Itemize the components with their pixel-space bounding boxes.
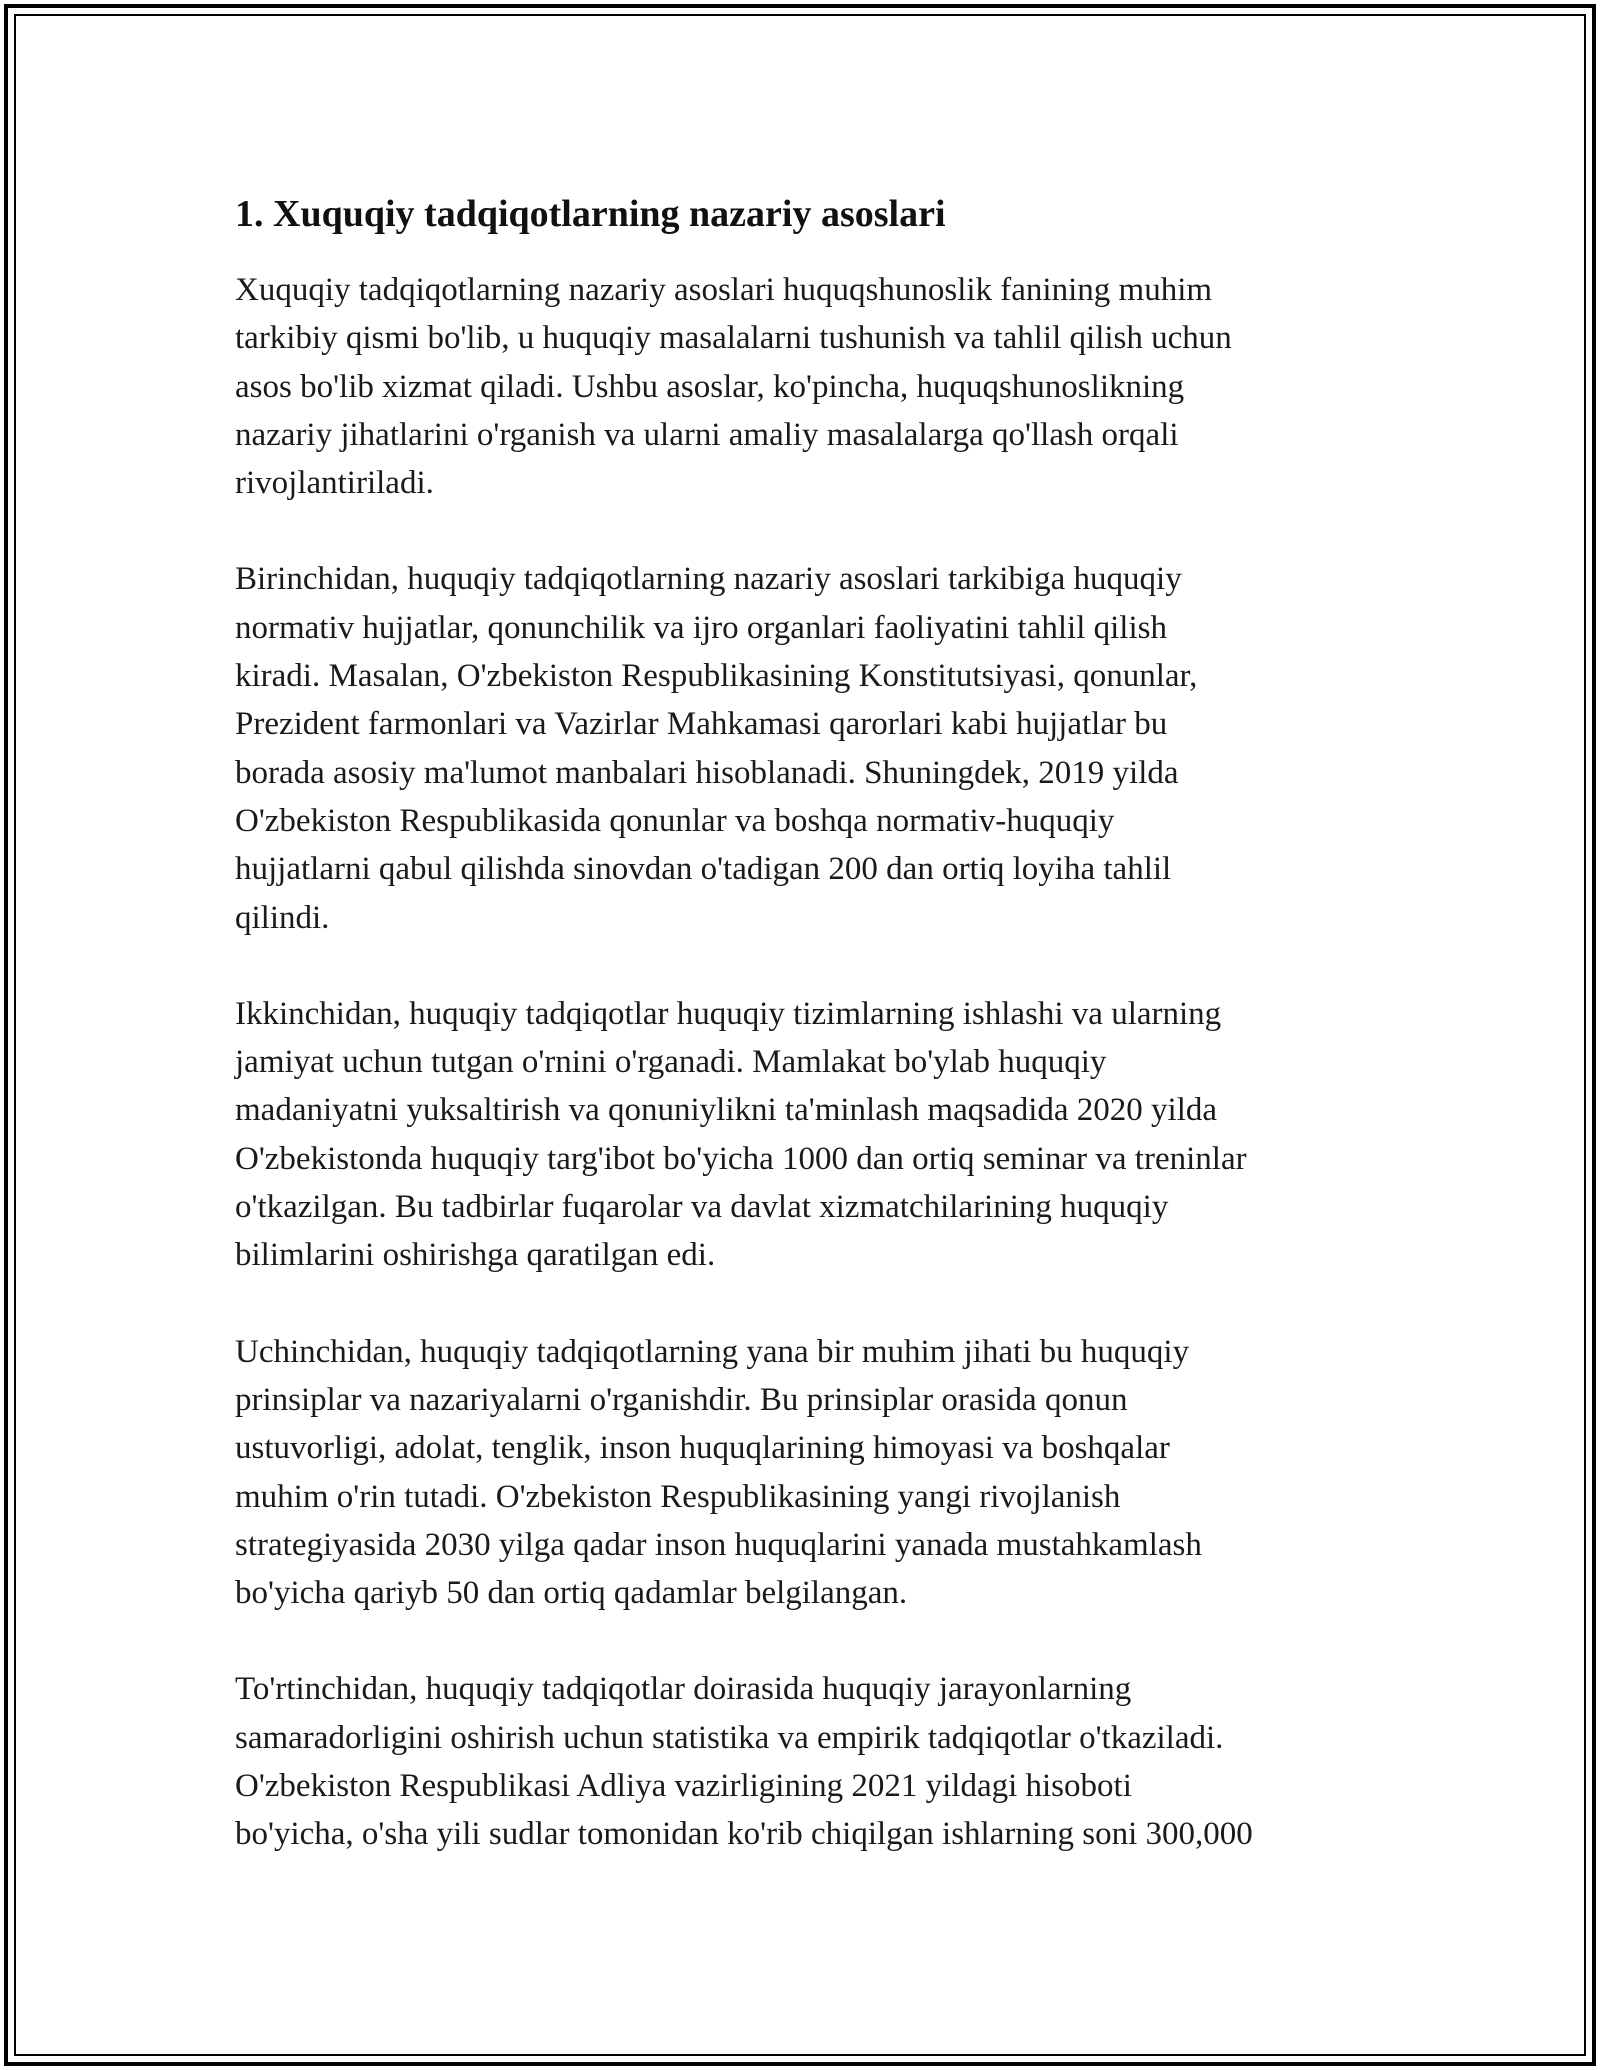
section-heading: 1. Xuquqiy tadqiqotlarning nazariy asoslari [235, 193, 946, 235]
paragraph-second: Ikkinchidan, huquqiy tadqiqotlar huquqiy tizimlarning ishlashi va ularning jamiyat uchun tutgan o'rnini o'rganadi. Mamlakat bo'ylab huquqiy madaniyatni yuksaltirish va qonuniylikni ta'minlash maqsadida 2020 yilda O'zbekistonda huquqiy targ'ibot bo'yicha 1000 dan ortiq seminar va treninlar o'tkazilgan. Bu tadbirlar fuqarolar va davlat xizmatchilarining huquqiy bilimlarini oshirishga qaratilgan edi. [235, 995, 1247, 1274]
paragraph-fourth: To'rtinchidan, huquqiy tadqiqotlar doirasida huquqiy jarayonlarning samaradorligini oshirish uchun statistika va empirik tadqiqotlar o'tkaziladi. O'zbekiston Respublikasi Adliya vazirligining 2021 yildagi hisoboti bo'yicha, o'sha yili sudlar tomonidan ko'rib chiqilgan ishlarning soni 300,000 [235, 1671, 1253, 1853]
paragraph-third: Uchinchidan, huquqiy tadqiqotlarning yana bir muhim jihati bu huquqiy prinsiplar va nazariyalarni o'rganishdir. Bu prinsiplar orasida qonun ustuvorligi, adolat, tenglik, inson huquqlarining himoyasi va boshqalar muhim o'rin tutadi. O'zbekiston Respublikasining yangi rivojlanish strategiyasida 2030 yilga qadar inson huquqlarini yanada mustahkamlash bo'yicha qariyb 50 dan ortiq qadamlar belgilangan. [235, 1333, 1202, 1612]
document-body [235, 186, 1375, 1907]
paragraph-intro: Xuquqiy tadqiqotlarning nazariy asoslari huquqshunoslik fanining muhim tarkibiy qismi bo'lib, u huquqiy masalalarni tushunish va tahlil qilish uchun asos bo'lib xizmat qiladi. Ushbu asoslar, ko'pincha, huquqshunoslikning nazariy jihatlarini o'rganish va ularni amaliy masalalarga qo'llash orqali rivojlantiriladi. [235, 272, 1232, 502]
paragraph-first: Birinchidan, huquqiy tadqiqotlarning nazariy asoslari tarkibiga huquqiy normativ hujjatlar, qonunchilik va ijro organlari faoliyatini tahlil qilish kiradi. Masalan, O'zbekiston Respublikasining Konstitutsiyasi, qonunlar, Prezident farmonlari va Vazirlar Mahkamasi qarorlari kabi hujjatlar bu borada asosiy ma'lumot manbalari hisoblanadi. Shuningdek, 2019 yilda O'zbekiston Respublikasida qonunlar va boshqa normativ-huquqiy hujjatlarni qabul qilishda sinovdan o'tadigan 200 dan ortiq loyiha tahlil qilindi. [235, 561, 1198, 936]
